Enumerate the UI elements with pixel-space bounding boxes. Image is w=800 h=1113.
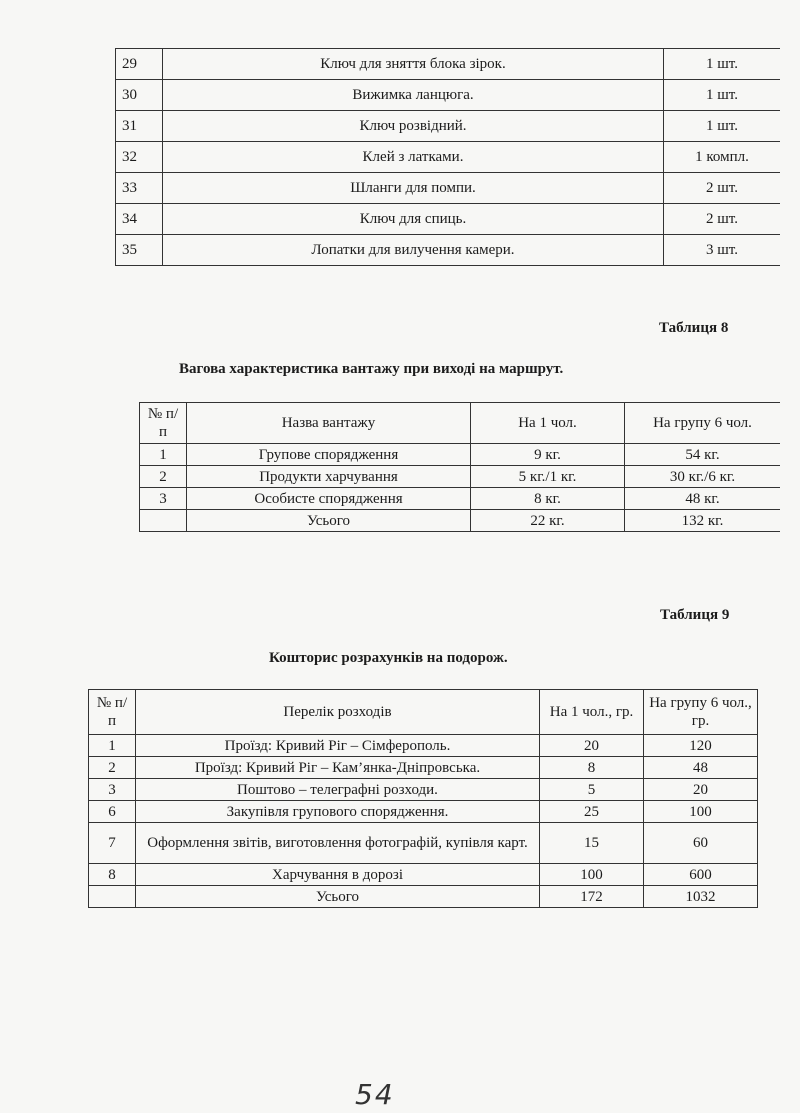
- row-num: 6: [89, 801, 136, 823]
- row-name: Групове спорядження: [187, 444, 471, 466]
- table-row: [116, 49, 781, 80]
- row-per-one: 9 кг.: [471, 444, 625, 466]
- row-name: Харчування в дорозі: [136, 864, 540, 886]
- table-row: [89, 757, 758, 779]
- row-name: Проїзд: Кривий Ріг – Сімферополь.: [136, 735, 540, 757]
- row-qty: 1 шт.: [664, 111, 781, 142]
- row-per-one: 25: [540, 801, 644, 823]
- row-name: Шланги для помпи.: [163, 173, 664, 204]
- row-num: 31: [116, 111, 163, 142]
- header-name: Перелік розходів: [136, 690, 540, 735]
- table-row: [140, 444, 781, 466]
- row-name: Особисте спорядження: [187, 488, 471, 510]
- row-num: 33: [116, 173, 163, 204]
- table-row: [116, 235, 781, 266]
- row-num: 35: [116, 235, 163, 266]
- page-number: 54: [355, 1078, 395, 1111]
- row-num: 34: [116, 204, 163, 235]
- row-name: Вижимка ланцюга.: [163, 80, 664, 111]
- row-qty: 1 шт.: [664, 80, 781, 111]
- table8-title: Вагова характеристика вантажу при виході на маршрут.: [179, 361, 564, 377]
- header-num: № п/п: [89, 690, 136, 735]
- total-per-one: 22 кг.: [471, 510, 625, 532]
- total-per-group: 132 кг.: [625, 510, 781, 532]
- total-per-one: 172: [540, 886, 644, 908]
- row-num: 8: [89, 864, 136, 886]
- row-qty: 2 шт.: [664, 173, 781, 204]
- total-per-group: 1032: [644, 886, 758, 908]
- row-per-group: 120: [644, 735, 758, 757]
- row-per-group: 54 кг.: [625, 444, 781, 466]
- table-row: [89, 735, 758, 757]
- row-per-group: 48 кг.: [625, 488, 781, 510]
- row-per-group: 20: [644, 779, 758, 801]
- row-num: 1: [140, 444, 187, 466]
- row-num: 3: [89, 779, 136, 801]
- row-per-one: 5 кг./1 кг.: [471, 466, 625, 488]
- table-row: [140, 510, 781, 532]
- row-num: 29: [116, 49, 163, 80]
- total-name: Усього: [136, 886, 540, 908]
- row-name: Ключ для спиць.: [163, 204, 664, 235]
- row-per-one: 8 кг.: [471, 488, 625, 510]
- row-qty: 1 компл.: [664, 142, 781, 173]
- row-num: 2: [140, 466, 187, 488]
- row-num: 2: [89, 757, 136, 779]
- table-header-row: [89, 690, 758, 735]
- empty-cell: [140, 510, 187, 532]
- table-row: [89, 823, 758, 864]
- table-row: [140, 466, 781, 488]
- row-per-one: 20: [540, 735, 644, 757]
- header-per-group: На групу 6 чол.: [625, 403, 781, 444]
- row-num: 3: [140, 488, 187, 510]
- table-row: [89, 864, 758, 886]
- row-per-group: 100: [644, 801, 758, 823]
- row-per-group: 48: [644, 757, 758, 779]
- header-per-one: На 1 чол., гр.: [540, 690, 644, 735]
- row-name: Лопатки для вилучення камери.: [163, 235, 664, 266]
- table8-label: Таблиця 8: [659, 320, 729, 336]
- row-qty: 2 шт.: [664, 204, 781, 235]
- row-qty: 3 шт.: [664, 235, 781, 266]
- table-row: [116, 173, 781, 204]
- row-name: Проїзд: Кривий Ріг – Кам’янка-Дніпровська.: [136, 757, 540, 779]
- header-per-one: На 1 чол.: [471, 403, 625, 444]
- header-num: № п/п: [140, 403, 187, 444]
- table-row: [89, 779, 758, 801]
- row-per-one: 5: [540, 779, 644, 801]
- table9-label: Таблиця 9: [660, 607, 730, 623]
- row-num: 7: [89, 823, 136, 864]
- cost-table: [88, 689, 758, 908]
- row-per-one: 8: [540, 757, 644, 779]
- table-row: [116, 111, 781, 142]
- table-header-row: [140, 403, 781, 444]
- row-name: Закупівля групового спорядження.: [136, 801, 540, 823]
- row-per-one: 15: [540, 823, 644, 864]
- table-row: [89, 886, 758, 908]
- row-qty: 1 шт.: [664, 49, 781, 80]
- row-name: Ключ розвідний.: [163, 111, 664, 142]
- tools-table: [115, 48, 780, 266]
- row-name: Продукти харчування: [187, 466, 471, 488]
- empty-cell: [89, 886, 136, 908]
- table-row: [116, 204, 781, 235]
- table-row: [140, 488, 781, 510]
- header-per-group: На групу 6 чол., гр.: [644, 690, 758, 735]
- row-per-one: 100: [540, 864, 644, 886]
- row-num: 1: [89, 735, 136, 757]
- table-row: [116, 80, 781, 111]
- total-name: Усього: [187, 510, 471, 532]
- row-name: Поштово – телеграфні розходи.: [136, 779, 540, 801]
- row-num: 30: [116, 80, 163, 111]
- weight-table: [139, 402, 780, 532]
- table-row: [116, 142, 781, 173]
- row-per-group: 600: [644, 864, 758, 886]
- header-name: Назва вантажу: [187, 403, 471, 444]
- table-row: [89, 801, 758, 823]
- row-per-group: 30 кг./6 кг.: [625, 466, 781, 488]
- row-name: Оформлення звітів, виготовлення фотографій, купівля карт.: [136, 823, 540, 864]
- row-num: 32: [116, 142, 163, 173]
- row-name: Ключ для зняття блока зірок.: [163, 49, 664, 80]
- row-name: Клей з латками.: [163, 142, 664, 173]
- row-per-group: 60: [644, 823, 758, 864]
- table9-title: Кошторис розрахунків на подорож.: [269, 650, 508, 666]
